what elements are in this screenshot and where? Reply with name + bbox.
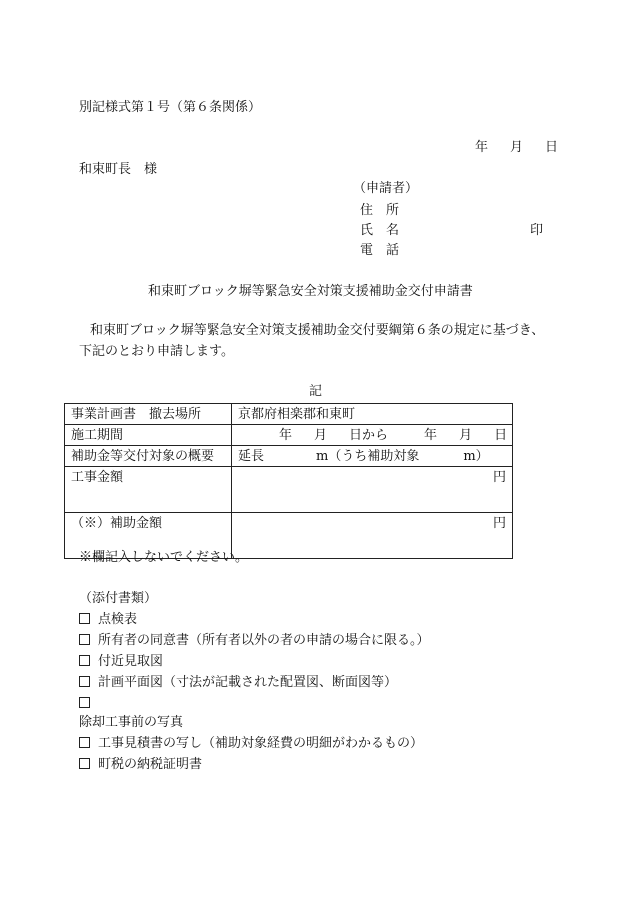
subsidy-overview-value: [232, 446, 513, 467]
removal-location-value: 京都府相楽郡和東町: [232, 404, 513, 425]
table-row: [65, 404, 513, 425]
applicant-address-label: 住 所: [360, 203, 400, 218]
list-item: [79, 758, 202, 771]
checkbox[interactable]: [79, 737, 90, 748]
attachment-label: 所有者の同意書（所有者以外の者の申請の場合に限る。）: [98, 633, 430, 648]
form-number: 別記様式第１号（第６条関係）: [79, 100, 262, 115]
period-month-2: 月: [459, 427, 473, 443]
photo-line: 除却工事前の写真: [79, 715, 184, 730]
date-month: 月: [510, 140, 524, 155]
period-month-1: 月: [314, 427, 328, 443]
body-line-2: 下記のとおり申請します。: [79, 344, 234, 359]
checkbox[interactable]: [79, 655, 90, 666]
table-row: [65, 446, 513, 467]
document-title: 和束町ブロック塀等緊急安全対策支援補助金交付申請書: [148, 284, 473, 299]
date-year: 年: [475, 140, 489, 155]
list-item: [79, 634, 430, 647]
list-item: [79, 697, 98, 710]
date-day: 日: [545, 140, 559, 155]
attachment-label: 町税の納税証明書: [98, 757, 203, 772]
checkbox[interactable]: [79, 676, 90, 687]
extension-label: 延長: [238, 448, 265, 464]
removal-location-label: 事業計画書 撤去場所: [65, 404, 232, 425]
period-day-2: 日: [494, 427, 508, 443]
subsidy-amount-yen: 円: [492, 516, 506, 531]
attachments-heading: （添付書類）: [79, 591, 158, 606]
checkbox[interactable]: [79, 758, 90, 769]
attachment-label: 付近見取図: [98, 654, 164, 669]
extension-meters: m（うち補助対象: [316, 448, 420, 464]
subsidy-amount-label: （※）補助金額: [65, 513, 232, 559]
construction-period-label: 施工期間: [65, 425, 232, 446]
construction-period-value: [232, 425, 513, 446]
list-item: [79, 655, 163, 668]
period-year-2: 年: [424, 427, 438, 443]
application-details-table: [64, 403, 513, 559]
list-item: [79, 676, 397, 689]
period-year-1: 年: [279, 427, 293, 443]
applicant-heading: （申請者）: [353, 181, 419, 196]
table-row: [65, 425, 513, 446]
applicant-name-label: 氏 名: [360, 223, 400, 238]
attachment-label: 工事見積書の写し（補助対象経費の明細がわかるもの）: [98, 736, 424, 751]
table-row: [65, 467, 513, 513]
checkbox[interactable]: [79, 634, 90, 645]
body-line-1: 和束町ブロック塀等緊急安全対策支援補助金交付要綱第６条の規定に基づき、: [90, 323, 545, 338]
attachment-label: 計画平面図（寸法が記載された配置図、断面図等）: [98, 675, 398, 690]
period-day-from: 日から: [349, 427, 389, 443]
checkbox[interactable]: [79, 613, 90, 624]
list-item: [79, 613, 137, 626]
list-item: [79, 737, 423, 750]
construction-cost-yen: 円: [492, 470, 506, 485]
extension-meters-close: m）: [463, 448, 489, 464]
applicant-phone-label: 電 話: [360, 243, 400, 258]
subsidy-amount-value: [232, 513, 513, 559]
note-text: ※欄記入しないでください。: [79, 550, 249, 565]
attachment-label: 点検表: [98, 612, 138, 627]
seal-mark: 印: [530, 223, 544, 238]
checkbox[interactable]: [79, 697, 90, 708]
subsidy-overview-label: 補助金等交付対象の概要: [65, 446, 232, 467]
construction-cost-label: 工事金額: [65, 467, 232, 513]
construction-cost-value: [232, 467, 513, 513]
addressee: 和束町長 様: [79, 162, 158, 177]
ki-heading: 記: [309, 384, 323, 399]
